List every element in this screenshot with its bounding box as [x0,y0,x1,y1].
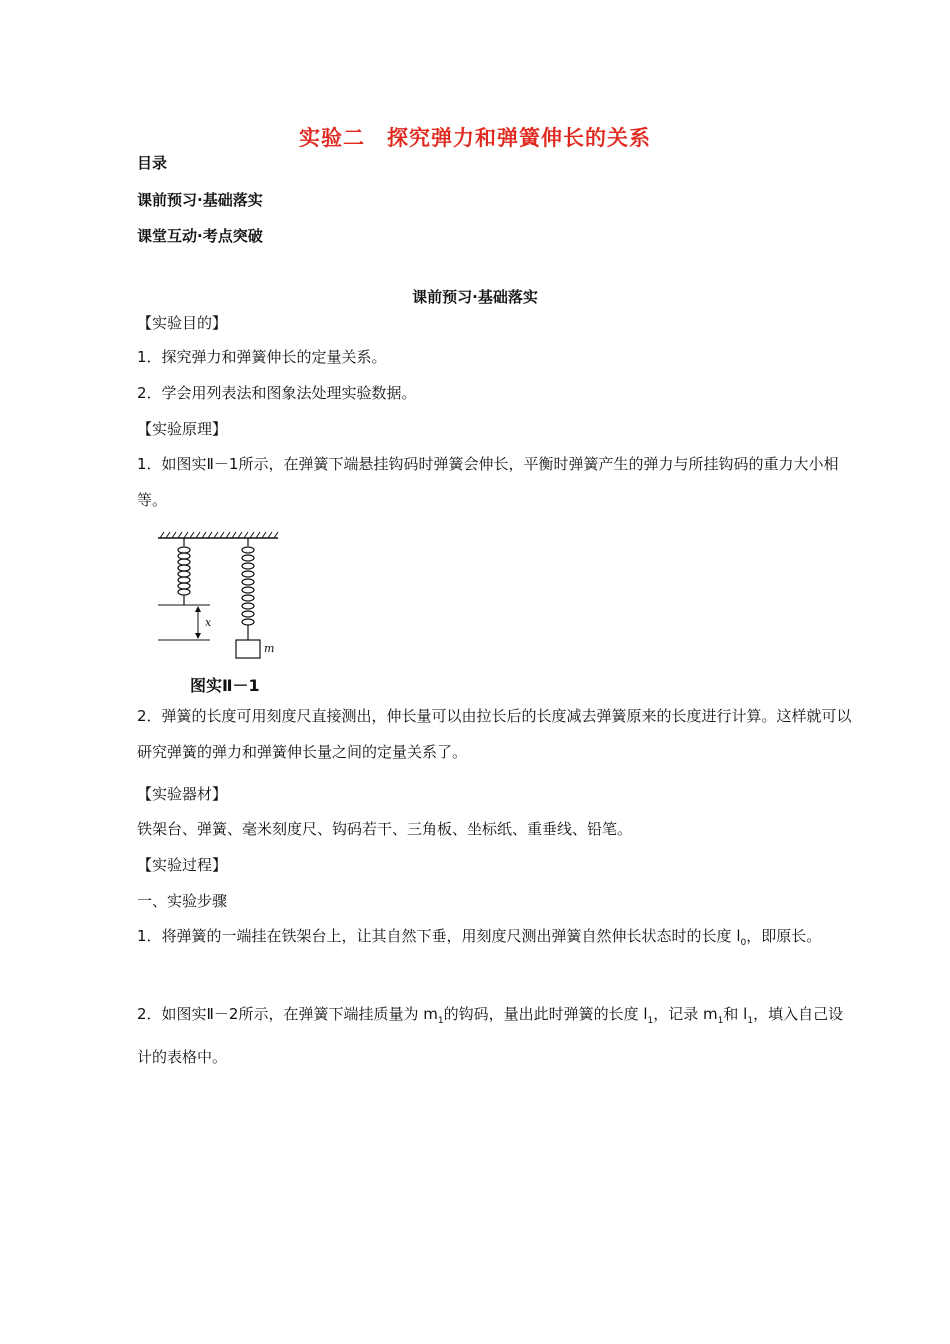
toc-item-preview[interactable]: 课前预习·基础落实 [137,191,263,209]
step-2-text-e: ，填入自己设计的表格中。 [137,1005,844,1066]
right-spring [242,538,254,640]
left-spring [178,538,190,605]
step-1-sub: 0 [740,938,747,948]
section-title: 课前预习·基础落实 [412,288,538,306]
step-2-text-a: 2．如图实Ⅱ－2所示，在弹簧下端挂质量为 m [137,1005,438,1023]
principle-heading: 【实验原理】 [137,420,228,438]
step-1-text-b: ，即原长。 [746,927,822,945]
step-2-sub-1: 1 [437,1016,444,1026]
label-m: m [264,642,275,655]
step-2-text-b: 的钩码，量出此时弹簧的长度 l [443,1005,648,1023]
step-1-text-a: 1．将弹簧的一端挂在铁架台上，让其自然下垂，用刻度尺测出弹簧自然伸长状态时的长度 l [137,927,741,945]
equipment-list: 铁架台、弹簧、毫米刻度尺、钩码若干、三角板、坐标纸、重垂线、铅笔。 [137,820,633,838]
step-2-text-d: 和 l [723,1005,748,1023]
principle-paragraph-2: 2．弹簧的长度可用刻度尺直接测出，伸长量可以由拉长后的长度减去弹簧原来的长度进行计算。这样就可以研究弹簧的弹力和弹簧伸长量之间的定量关系了。 [137,707,852,761]
document-title: 实验二 探究弹力和弹簧伸长的关系 [299,126,651,150]
equipment-heading: 【实验器材】 [137,785,228,803]
purpose-item-1: 1．探究弹力和弹簧伸长的定量关系。 [137,348,387,366]
step-2-sub-4: 1 [747,1016,754,1026]
step-2-sub-3: 1 [717,1016,724,1026]
step-2-sub-2: 1 [647,1016,654,1026]
toc-heading: 目录 [137,154,168,172]
label-x: x [205,616,212,629]
purpose-heading: 【实验目的】 [137,314,228,332]
toc-item-classroom[interactable]: 课堂互动·考点突破 [137,227,263,245]
process-heading: 【实验过程】 [137,856,228,874]
spring-figure [150,530,290,690]
figure-caption: 图实Ⅱ－1 [190,676,260,695]
principle-paragraph-1: 1．如图实Ⅱ－1所示，在弹簧下端悬挂钩码时弹簧会伸长，平衡时弹簧产生的弹力与所挂钩码的重力大小相等。 [137,455,839,509]
steps-subheading: 一、实验步骤 [137,892,228,910]
step-2-text-c: ，记录 m [653,1005,718,1023]
purpose-item-2: 2．学会用列表法和图象法处理实验数据。 [137,384,417,402]
mass-block [236,640,260,658]
step-2 [137,996,857,1075]
step-1 [137,918,857,961]
